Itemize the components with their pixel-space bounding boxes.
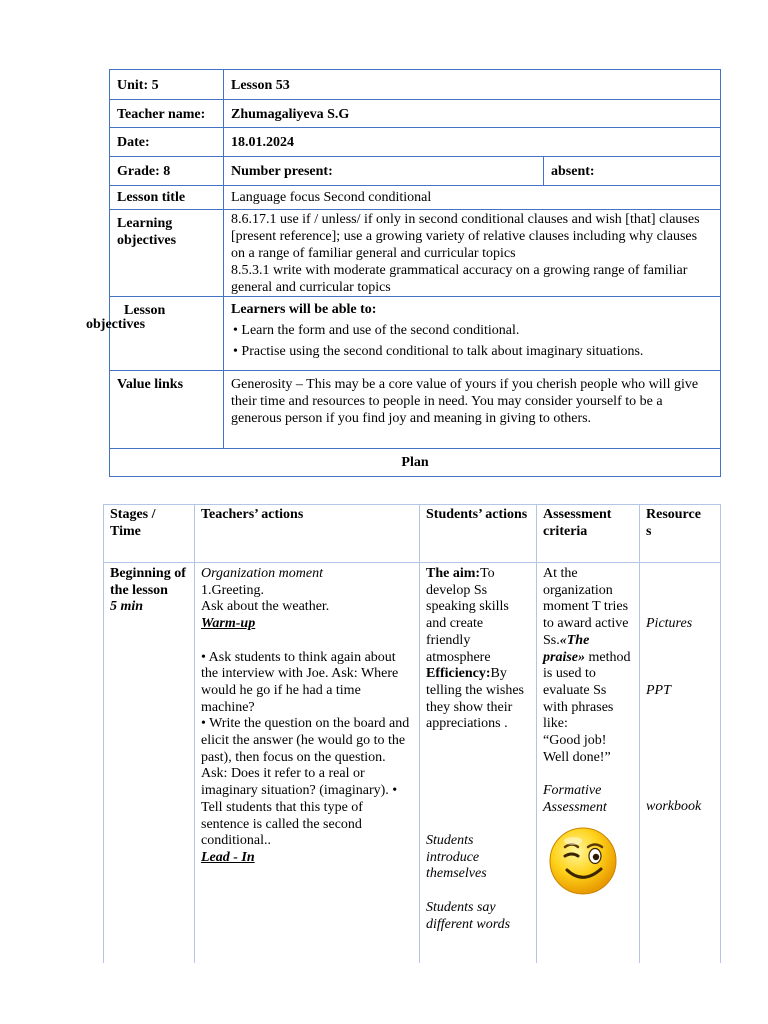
lesson-title: Language focus Second conditional [224,186,721,210]
stage-cell: Beginning of the lesson 5 min [104,563,195,963]
number-present-label: Number present: [224,157,544,186]
teacher-actions-cell: Organization moment 1.Greeting. Ask about the weather. Warm-up • Ask students to think again about the interview with Joe. Ask: Where would he go if he had a time machine? • Write the question on the board and elicit the answer (he would go to the past), then focus on the question. Ask: Does it refer to a real or imaginary situation? (imaginary). • Tell students that this type of sentence is called the second conditional.. Lead - In [195,563,420,963]
learning-objectives: 8.6.17.1 use if / unless/ if only in second conditional clauses and wish [that] clauses [present reference]; use a growing variety of relative clauses including why clauses on a range of familiar general and curricular topics 8.5.3.1 write with moderate grammatical accuracy on a growing range of familiar general and curricular topics [224,210,721,297]
date-value: 18.01.2024 [224,128,721,157]
learning-objectives-label: Learning objectives [110,210,224,297]
col-stages: Stages / Time [104,505,195,563]
date-label: Date: [110,128,224,157]
assessment-cell: At the organization moment T tries to award active Ss.«The praise» method is used to evaluate Ss with phrases like: “Good job! Well done!” Formative Assessment [537,563,640,963]
plan-heading: Plan [110,449,721,477]
lesson-header-table [109,69,721,477]
teacher-name: Zhumagaliyeva S.G [224,100,721,128]
lesson-objectives-label: Lesson [110,297,224,371]
value-links-label: Value links [110,371,224,449]
col-assessment: Assessment criteria [537,505,640,563]
lesson-title-label: Lesson title [110,186,224,210]
lesson-cell: Lesson 53 [224,70,721,100]
col-teacher-actions: Teachers’ actions [195,505,420,563]
winking-smiley-icon [547,825,619,897]
plan-table [103,504,721,963]
resources-cell: Pictures PPT workbook [640,563,721,963]
students-actions-cell: The aim:To develop Ss speaking skills and create friendly atmosphere Efficiency:By telling the wishes they show their appreciations . Students introduce themselves Students say different words [420,563,537,963]
col-resources: Resource s [640,505,721,563]
absent-label: absent: [544,157,721,186]
teacher-label: Teacher name: [110,100,224,128]
grade-label: Grade: 8 [110,157,224,186]
lesson-objectives: Learners will be able to: • Learn the form and use of the second conditional. • Practise using the second conditional to talk about imaginary situations. [224,297,721,371]
lesson-objectives-label-overflow: objectives [86,317,146,332]
col-students-actions: Students’ actions [420,505,537,563]
value-links: Generosity – This may be a core value of yours if you cherish people who will give their time and resources to people in need. You may consider yourself to be a generous person if you find joy and meaning in giving to others. [224,371,721,449]
unit-cell: Unit: 5 [110,70,224,100]
